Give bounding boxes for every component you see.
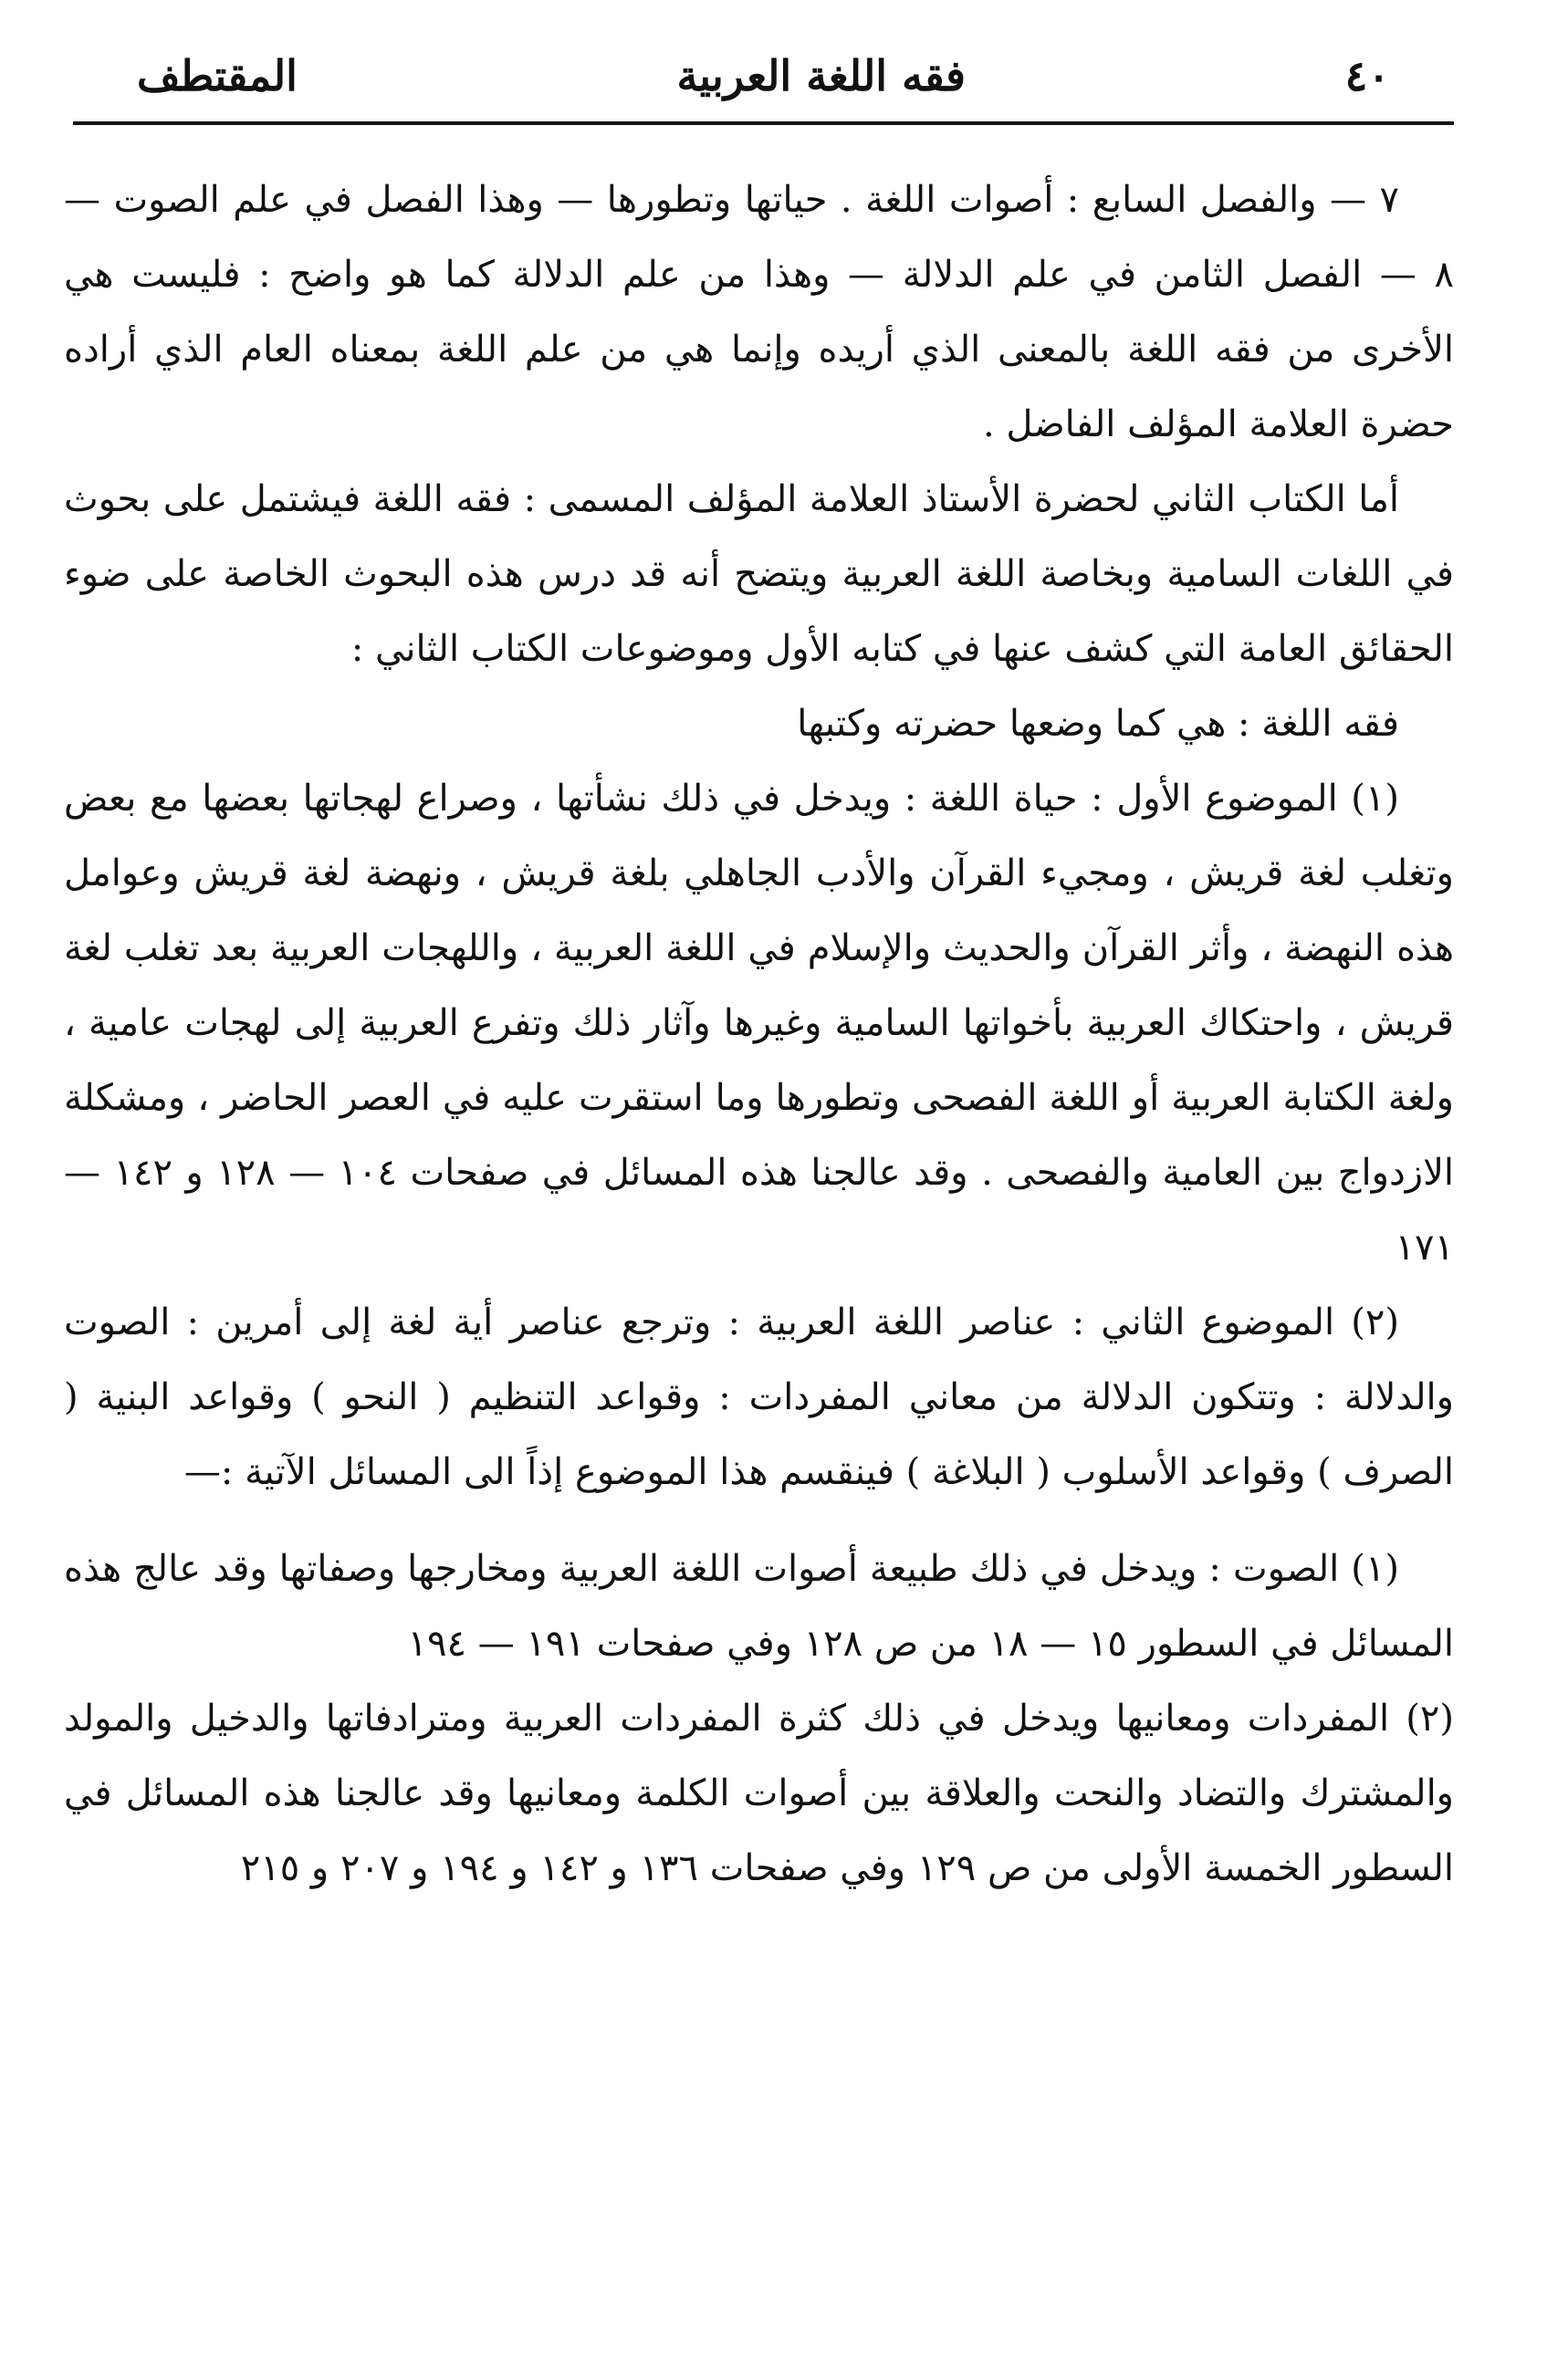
journal-name: المقتطف <box>137 51 298 100</box>
running-head <box>137 35 1390 117</box>
book-title: فقه اللغة العربية <box>676 51 967 100</box>
paragraph-topic-1: (١) الموضوع الأول : حياة اللغة : ويدخل في ذلك نشأتها ، وصراع لهجاتها بعضها مع بعض وتغلب لغة قريش ، ومجيء القرآن والأدب الجاهلي بلغة قريش ، ونهضة لغة قريش وعوامل هذه النهضة ، وأثر القرآن والحديث والإسلام في اللغة العربية ، واللهجات العربية بعد تغلب لغة قريش ، واحتكاك العربية بأخواتها السامية وغيرها وآثار ذلك وتفرع العربية إلى لهجات عامية ، ولغة الكتابة العربية أو اللغة الفصحى وتطورها وما استقرت عليه في العصر الحاضر ، ومشكلة الازدواج بين العامية والفصحى . وقد عالجنا هذه المسائل في صفحات ١٠٤ — ١٢٨ و ١٤٢ — ١٧١ <box>64 778 1455 1269</box>
paragraph-second-book: أما الكتاب الثاني لحضرة الأستاذ العلامة المؤلف المسمى : فقه اللغة فيشتمل على بحوث في اللغات السامية وبخاصة اللغة العربية ويتضح أنه قد درس هذه البحوث الخاصة على ضوء الحقائق العامة التي كشف عنها في كتابه الأول وموضوعات الكتاب الثاني : <box>64 478 1454 670</box>
body-text <box>64 162 1454 1906</box>
header-rule <box>73 121 1454 125</box>
paragraph-sound: (١) الصوت : ويدخل في ذلك طبيعة أصوات اللغة العربية ومخارجها وصفاتها وقد عالج هذه المسائل في السطور ١٥ — ١٨ من ص ١٢٨ وفي صفحات ١٩١ — ١٩٤ <box>64 1548 1454 1665</box>
paragraph-topic-2: (٢) الموضوع الثاني : عناصر اللغة العربية : وترجع عناصر أية لغة إلى أمرين : الصوت والدلالة : وتتكون الدلالة من معاني المفردات : وقواعد التنظيم ( النحو ) وقواعد البنية ( الصرف ) وقواعد الأسلوب ( البلاغة ) فينقسم هذا الموضوع إذاً الى المسائل الآتية :— <box>64 1301 1454 1493</box>
page-number: ٤٠ <box>1344 51 1390 100</box>
paragraph-vocabulary: (٢) المفردات ومعانيها ويدخل في ذلك كثرة المفردات العربية ومترادفاتها والدخيل والمولد والمشترك والتضاد والنحت والعلاقة بين أصوات الكلمة ومعانيها وقد عالجنا هذه المسائل في السطور الخمسة الأولى من ص ١٢٩ وفي صفحات ١٣٦ و ١٤٢ و ١٩٤ و ٢٠٧ و ٢١٥ <box>64 1698 1454 1889</box>
paragraph-chapter-7-8: ٧ — والفصل السابع : أصوات اللغة . حياتها وتطورها — وهذا الفصل في علم الصوت — ٨ — الفصل الثامن في علم الدلالة — وهذا من علم الدلالة كما هو واضح : فليست هي الأخرى من فقه اللغة بالمعنى الذي أريده وإنما هي من علم اللغة بمعناه العام الذي أراده حضرة العلامة المؤلف الفاضل . <box>64 179 1454 445</box>
paragraph-fiqh-definition: فقه اللغة : هي كما وضعها حضرته وكتبها <box>797 703 1399 745</box>
